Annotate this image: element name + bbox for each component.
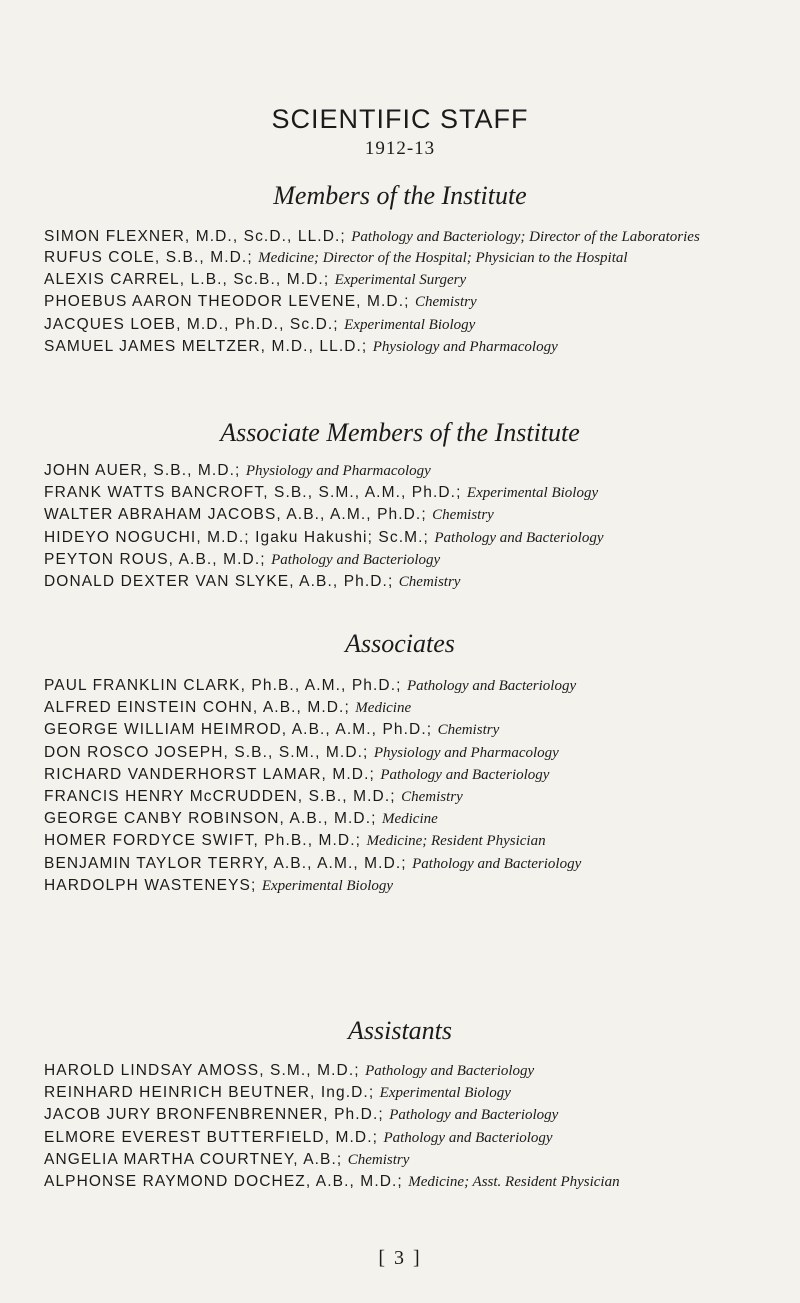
staff-entry [44, 482, 760, 504]
staff-entry [44, 1104, 760, 1126]
staff-name: RICHARD VANDERHORST LAMAR, M.D.; [44, 765, 375, 783]
staff-entry [44, 742, 760, 764]
staff-entry [44, 875, 760, 897]
staff-department: Medicine; Resident Physician [366, 833, 546, 850]
staff-name: WALTER ABRAHAM JACOBS, A.B., A.M., Ph.D.; [44, 506, 427, 524]
staff-entry [44, 227, 760, 247]
staff-department: Medicine; Asst. Resident Physician [408, 1174, 620, 1191]
staff-name: RUFUS COLE, S.B., M.D.; [44, 249, 253, 266]
staff-name: BENJAMIN TAYLOR TERRY, A.B., A.M., M.D.; [44, 854, 407, 872]
staff-name: GEORGE WILLIAM HEIMROD, A.B., A.M., Ph.D.; [44, 721, 433, 739]
staff-department: Medicine [355, 700, 412, 717]
staff-name: PAUL FRANKLIN CLARK, Ph.B., A.M., Ph.D.; [44, 677, 402, 694]
staff-department: Chemistry [347, 1151, 410, 1168]
staff-name: JOHN AUER, S.B., M.D.; [44, 462, 241, 479]
staff-entry [44, 549, 760, 571]
staff-name: DON ROSCO JOSEPH, S.B., S.M., M.D.; [44, 743, 369, 761]
staff-department: Experimental Biology [344, 316, 476, 333]
staff-name: SIMON FLEXNER, M.D., Sc.D., LL.D.; [44, 228, 346, 245]
staff-department: Experimental Biology [379, 1085, 511, 1102]
members-list [44, 227, 760, 358]
staff-entry [44, 830, 760, 852]
staff-entry [44, 504, 760, 526]
staff-department: Pathology and Bacteriology [365, 1063, 535, 1079]
staff-name: HIDEYO NOGUCHI, M.D.; Igaku Hakushi; Sc.M.; [44, 528, 429, 546]
staff-department: Medicine [381, 811, 438, 828]
staff-name: ALFRED EINSTEIN COHN, A.B., M.D.; [44, 699, 350, 717]
page-number: [ 3 ] [378, 1247, 422, 1269]
staff-department: Physiology and Pharmacology [245, 463, 431, 479]
staff-entry [44, 719, 760, 741]
staff-entry [44, 1060, 760, 1082]
page-title: SCIENTIFIC STAFF [271, 104, 529, 134]
staff-entry [44, 697, 760, 719]
staff-name: HARDOLPH WASTENEYS; [44, 876, 257, 894]
staff-department: Pathology and Bacteriology [412, 855, 582, 872]
staff-department: Physiology and Pharmacology [372, 338, 558, 355]
staff-department: Pathology and Bacteriology [389, 1107, 559, 1124]
staff-name: JACQUES LOEB, M.D., Ph.D., Sc.D.; [44, 315, 339, 333]
staff-entry [44, 314, 760, 336]
staff-department: Pathology and Bacteriology [380, 766, 550, 783]
staff-name: ANGELIA MARTHA COURTNEY, A.B.; [44, 1150, 343, 1168]
staff-name: FRANCIS HENRY McCRUDDEN, S.B., M.D.; [44, 788, 396, 806]
section-heading-members: Members of the Institute [273, 181, 527, 210]
staff-name: JACOB JURY BRONFENBRENNER, Ph.D.; [44, 1106, 384, 1124]
staff-department: Chemistry [432, 507, 494, 524]
staff-department: Chemistry [437, 722, 500, 739]
staff-name: DONALD DEXTER VAN SLYKE, A.B., Ph.D.; [44, 573, 394, 591]
staff-entry [44, 527, 760, 549]
staff-department: Experimental Surgery [334, 272, 467, 289]
staff-entry [44, 1082, 760, 1104]
staff-department: Chemistry [401, 789, 463, 806]
staff-name: HOMER FORDYCE SWIFT, Ph.B., M.D.; [44, 832, 362, 850]
staff-name: REINHARD HEINRICH BEUTNER, Ing.D.; [44, 1084, 375, 1102]
staff-entry [44, 571, 760, 593]
staff-department: Physiology and Pharmacology [373, 744, 559, 761]
staff-entry [44, 675, 760, 697]
staff-department: Pathology and Bacteriology [406, 678, 577, 694]
staff-entry [44, 460, 760, 482]
staff-department: Chemistry [398, 574, 461, 591]
staff-entry [44, 336, 760, 358]
year-range: 1912-13 [364, 138, 436, 159]
staff-entry [44, 247, 760, 269]
staff-entry [44, 808, 760, 830]
staff-entry [44, 1171, 760, 1193]
staff-entry [44, 1127, 760, 1149]
staff-entry [44, 1149, 760, 1171]
section-heading-associates: Associates [345, 629, 455, 658]
staff-department: Experimental Biology [466, 485, 599, 502]
staff-department: Experimental Biology [261, 877, 394, 894]
staff-department: Pathology and Bacteriology [271, 551, 441, 568]
staff-entry [44, 853, 760, 875]
staff-name: PHOEBUS AARON THEODOR LEVENE, M.D.; [44, 293, 410, 311]
associate-members-list [44, 460, 760, 593]
staff-department: Pathology and Bacteriology; Director of the Laboratories [351, 229, 700, 245]
staff-entry [44, 786, 760, 808]
section-heading-associate-members: Associate Members of the Institute [220, 418, 580, 447]
staff-name: ALEXIS CARREL, L.B., Sc.B., M.D.; [44, 271, 330, 289]
section-heading-assistants: Assistants [347, 1016, 453, 1045]
staff-name: ELMORE EVEREST BUTTERFIELD, M.D.; [44, 1128, 379, 1146]
staff-name: ALPHONSE RAYMOND DOCHEZ, A.B., M.D.; [44, 1173, 403, 1191]
staff-name: HAROLD LINDSAY AMOSS, S.M., M.D.; [44, 1062, 360, 1079]
staff-department: Pathology and Bacteriology [434, 529, 604, 546]
staff-department: Medicine; Director of the Hospital; Physician to the Hospital [258, 250, 628, 266]
staff-name: PEYTON ROUS, A.B., M.D.; [44, 550, 266, 568]
staff-department: Chemistry [414, 294, 477, 311]
staff-name: GEORGE CANBY ROBINSON, A.B., M.D.; [44, 810, 377, 828]
assistants-list [44, 1060, 760, 1193]
staff-entry [44, 291, 760, 313]
staff-entry [44, 269, 760, 291]
staff-entry [44, 764, 760, 786]
associates-list [44, 675, 760, 897]
staff-department: Pathology and Bacteriology [383, 1129, 553, 1146]
staff-name: SAMUEL JAMES MELTZER, M.D., LL.D.; [44, 337, 368, 355]
staff-name: FRANK WATTS BANCROFT, S.B., S.M., A.M., Ph.D.; [44, 484, 462, 502]
